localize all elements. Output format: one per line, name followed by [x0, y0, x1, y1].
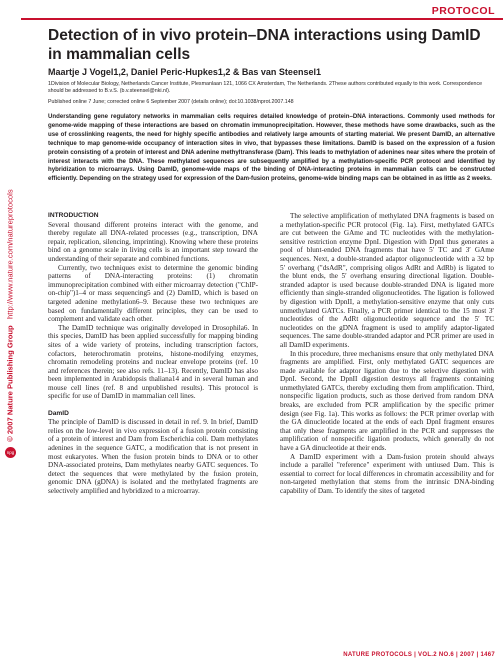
npg-logo-icon: npg [5, 447, 16, 458]
section-label: PROTOCOL [431, 5, 495, 17]
intro-paragraph-1: Several thousand different proteins interact with the genome, and thereby regulate all DNA-related processes (e.g., transcription, DNA repair, replication, silencing, imprinting). Knowing where these proteins bind on a genome scale in living cells is an important step toward the understanding of their separate and combined functions. [48, 220, 258, 263]
author-list: Maartje J Vogel1,2, Daniel Peric-Hupkes1,2 & Bas van Steensel1 [48, 67, 321, 77]
right-paragraph-2: In this procedure, three mechanisms ensure that only methylated DNA fragments are amplified. First, only methylated GATC sequences are made available for adaptor ligation due to the selective digestion with DpnI. Second, the DpnII digestion destroys all fragments containing unmethylated GATCs, thereby excluding them from amplification. Third, nonspecific ligation products, such as those derived from random DNA breaks, are excluded from PCR amplification by the specific primer design (see Fig. 1a). This works as follows: the PCR primer overlap with the GA dinucleotide located at the ends of each DpnI fragment ensures that only these fragments are amplified in the PCR and suppresses the amplification of nonspecific ligation products, which generally do not have a GA dinucleotide at their ends. [280, 349, 494, 453]
article-title: Detection of in vivo protein–DNA interactions using DamID in mammalian cells [48, 27, 481, 63]
header-rule [21, 18, 503, 20]
abstract: Understanding gene regulatory networks in mammalian cells requires detailed knowledge of protein–DNA interactions. Commonly used methods for genome-wide mapping of these interactions are based on chromatin immunoprecipitation. However, these methods have some drawbacks, such as the use of crosslinking reagents, the need for highly specific antibodies and relatively large amounts of starting material. We present DamID, an alternative technique to map genome-wide occupancy of interaction sites in vivo, that bypasses these limitations. DamID is based on the expression of a fusion protein consisting of a protein of interest and DNA adenine methyltransferase (Dam). This leads to methylation of adenines near sites where the protein of interest interacts with the DNA. These methylated sequences are subsequently amplified by a methylation-specific PCR protocol and identified by hybridization to microarrays. Using DamID, genome-wide maps of the binding of DNA-interacting proteins in mammalian cells can be constructed efficiently. Depending on the strategy used for expression of the Dam-fusion proteins, genome-wide binding maps can be obtained in as little as 2 weeks. [48, 113, 495, 183]
intro-paragraph-3: The DamID technique was originally developed in Drosophila6. In this species, DamID has been applied successfully for mapping binding sites of a wide variety of proteins, including transcription factors, cofactors, heterochromatin proteins, histone-modifying enzymes, chromatin remodeling proteins and nuclear envelope proteins (ref. 10 and references therein; see also refs. 11–13). Recently, DamID has also been implemented in Arabidopsis thaliana14 and in several human and mouse cell lines (ref. 8 and unpublished results). This protocol is specific for use of DamID in mammalian cell lines. [48, 323, 258, 401]
side-copyright [3, 160, 17, 460]
intro-heading: INTRODUCTION [48, 212, 99, 219]
right-column [280, 212, 494, 496]
intro-paragraph-2: Currently, two techniques exist to determine the genomic binding patterns of DNA-interacting proteins: (1) chromatin immunoprecipitation combined with either microarray detection ("ChIP-on-chip")1–4 or mass sequencing5 and (2) DamID, which is based on targeted adenine methylation6–9. Because these two techniques are based on fundamentally different principles, they can be used to complement and validate each other. [48, 263, 258, 324]
right-paragraph-3: A DamID experiment with a Dam-fusion protein should always include a parallel "reference" experiment with untiused Dam. This is essential to correct for local differences in chromatin accessibility and for non-targeted methylation that stems from the intrinsic DNA-binding capability of Dam. To identify the sites of targeted [280, 452, 494, 495]
copyright-text: © 2007 Nature Publishing Group [5, 325, 15, 442]
left-column [48, 212, 258, 496]
damid-heading: DamID [48, 409, 69, 417]
affiliation: 1Division of Molecular Biology, Netherlands Cancer Institute, Plesmanlaan 121, 1066 CX Amsterdam, The Netherlands. 2These authors contributed equally to this work. Correspondence should be addressed to B.v.S. (b.v.steensel@nki.nl). [48, 81, 483, 94]
damid-paragraph-1: The principle of DamID is discussed in detail in ref. 9. In brief, DamID relies on the low-level in vivo expression of a fusion protein consisting of a protein of interest and Dam from Escherichia coli. Dam methylates adenines in the sequence GATC, a modification that is not present in most eukaryotes. When the fusion protein binds to DNA or to other DNA-associated proteins, Dam methylates nearby GATC sequences. To detect the sequences that were methylated by the fusion protein, genomic DNA (gDNA) is isolated and the methylated fragments are selectively amplified and hybridized to a microarray. [48, 418, 258, 495]
page-footer: NATURE PROTOCOLS | VOL.2 NO.6 | 2007 | 1467 [343, 652, 495, 658]
publication-info: Published online 7 June; corrected online 6 September 2007 (details online); doi:10.1038/nprot.2007.148 [48, 99, 294, 105]
right-paragraph-1: The selective amplification of methylated DNA fragments is based on a methylation-specific PCR protocol (Fig. 1a). First, methylated GATCs are cut between the GAme and TC nucleotides with the methylation-sensitive restriction enzyme DpnI. Digestion with DpnI thus generates a pool of blunt-ended DNA fragments that have 5′ TC and 3′ GAme sequences. Next, a double-stranded adaptor oligonucleotide with a 32 bp 5′ overhang ("dsAdR", comprising oligos AdRt and AdRb) is ligated to the blunt ends, the 5′ overhang ensuring directional ligation. Double-stranded adaptor is used because double-stranded DNA is ligated more efficiently than single-stranded oligonucleotides. The ligation is followed by digestion with DpnII, a methylation-sensitive enzyme that only cuts unmethylated GATCs. Finally, a PCR primer identical to the 15 most 3′ nucleotides of the AdRt oligonucleotide sequence and the 5′ TC nucleotides on the gDNA fragment is used to amplify adaptor-ligated sequences. The same double-stranded adaptor and PCR primer are used in all DamID experiments. [280, 212, 494, 349]
journal-url[interactable]: http://www.nature.com/natureprotocols [5, 189, 15, 319]
